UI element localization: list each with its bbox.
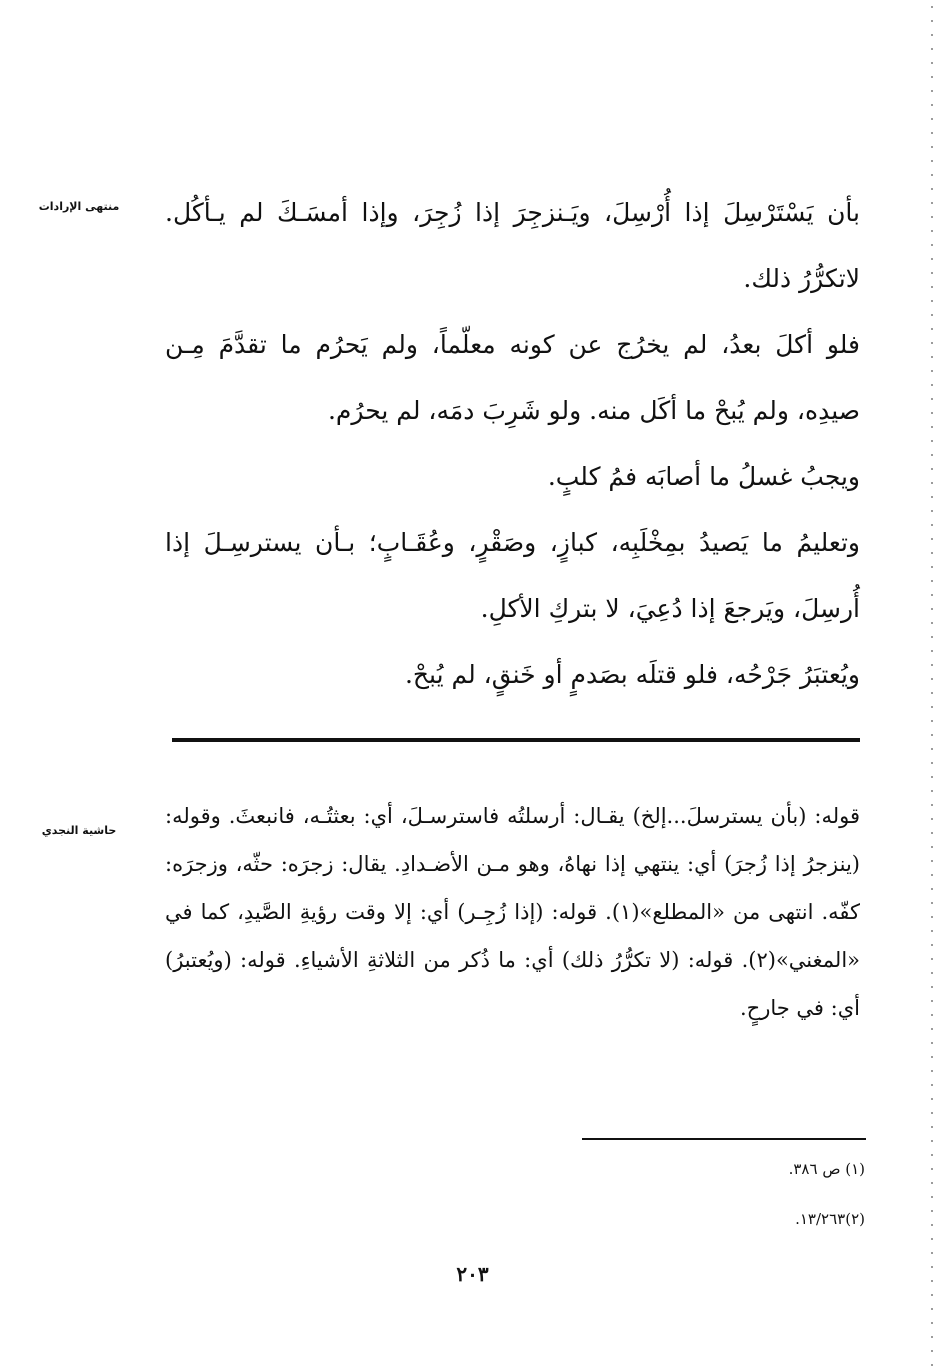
commentary-paragraph: قوله: (بأن يسترسلَ...إلخ) يقـال: أرسلتُه فاسترسـلَ، أي: بعثتُـه، فانبعثَ. وقوله: (ينزجرُ إذا زُجرَ) أي: ينتهي إذا نهاهُ، وهو مـن الأضـدادِ. يقال: زجرَه: حثّه، وزجرَه: كفّه. انتهى من «المطلع»(١). قوله: (إذا زُجِـر) أي: إلا وقت رؤيةِ الصَّيدِ، كما في «المغني»(٢). قوله: (لا تكرُّرُ ذلك) أي: ما ذُكر من الثلاثةِ الأشياءِ. قوله: (ويُعتبرُ) أي: في جارحٍ. (165, 804, 860, 1020)
main-paragraph-2: فلو أكلَ بعدُ، لم يخرُج عن كونه معلّماً، ولم يَحرُم ما تقدَّمَ مِـن صيدِه، ولم يُبحْ ما أكَل منه. ولو شَرِبَ دمَه، لم يحرُم. (165, 330, 860, 425)
main-paragraph-1: بأن يَسْتَرْسِلَ إذا أُرْسِلَ، ويَـنزجِرَ إذا زُجِرَ، وإذا أمسَـكَ لم يـأكُل. لاتكرُّرُ ذلك. (165, 198, 860, 293)
footnote-divider (582, 1138, 866, 1140)
main-text (165, 180, 860, 708)
side-label-hashiya: حاشية النجدي (41, 824, 117, 837)
commentary-text (165, 792, 860, 1032)
footnote-2: (٢)١٣/٢٦٣. (795, 1210, 865, 1228)
main-paragraph-3: ويجبُ غسلُ ما أصابَه فمُ كلبٍ. (547, 462, 860, 491)
side-label-muntaha: منتهى الإرادات (38, 200, 120, 213)
main-paragraph-4: وتعليمُ ما يَصيدُ بمِخْلَبِه، كبازٍ، وصَقْرٍ، وعُقَـابٍ؛ بـأن يسترسِـلَ إذا أُرسِلَ، ويَرجعَ إذا دُعِيَ، لا بتركِ الأكلِ. (165, 528, 860, 623)
footnote-1: (١) ص ٣٨٦. (788, 1160, 865, 1178)
page-edge-dots (931, 0, 933, 1372)
main-paragraph-5: ويُعتبَرُ جَرْحُه، فلو قتلَه بصَدمٍ أو خَنقٍ، لم يُبحْ. (404, 660, 860, 689)
page-number: ٢٠٣ (456, 1262, 489, 1286)
section-divider (172, 738, 860, 742)
